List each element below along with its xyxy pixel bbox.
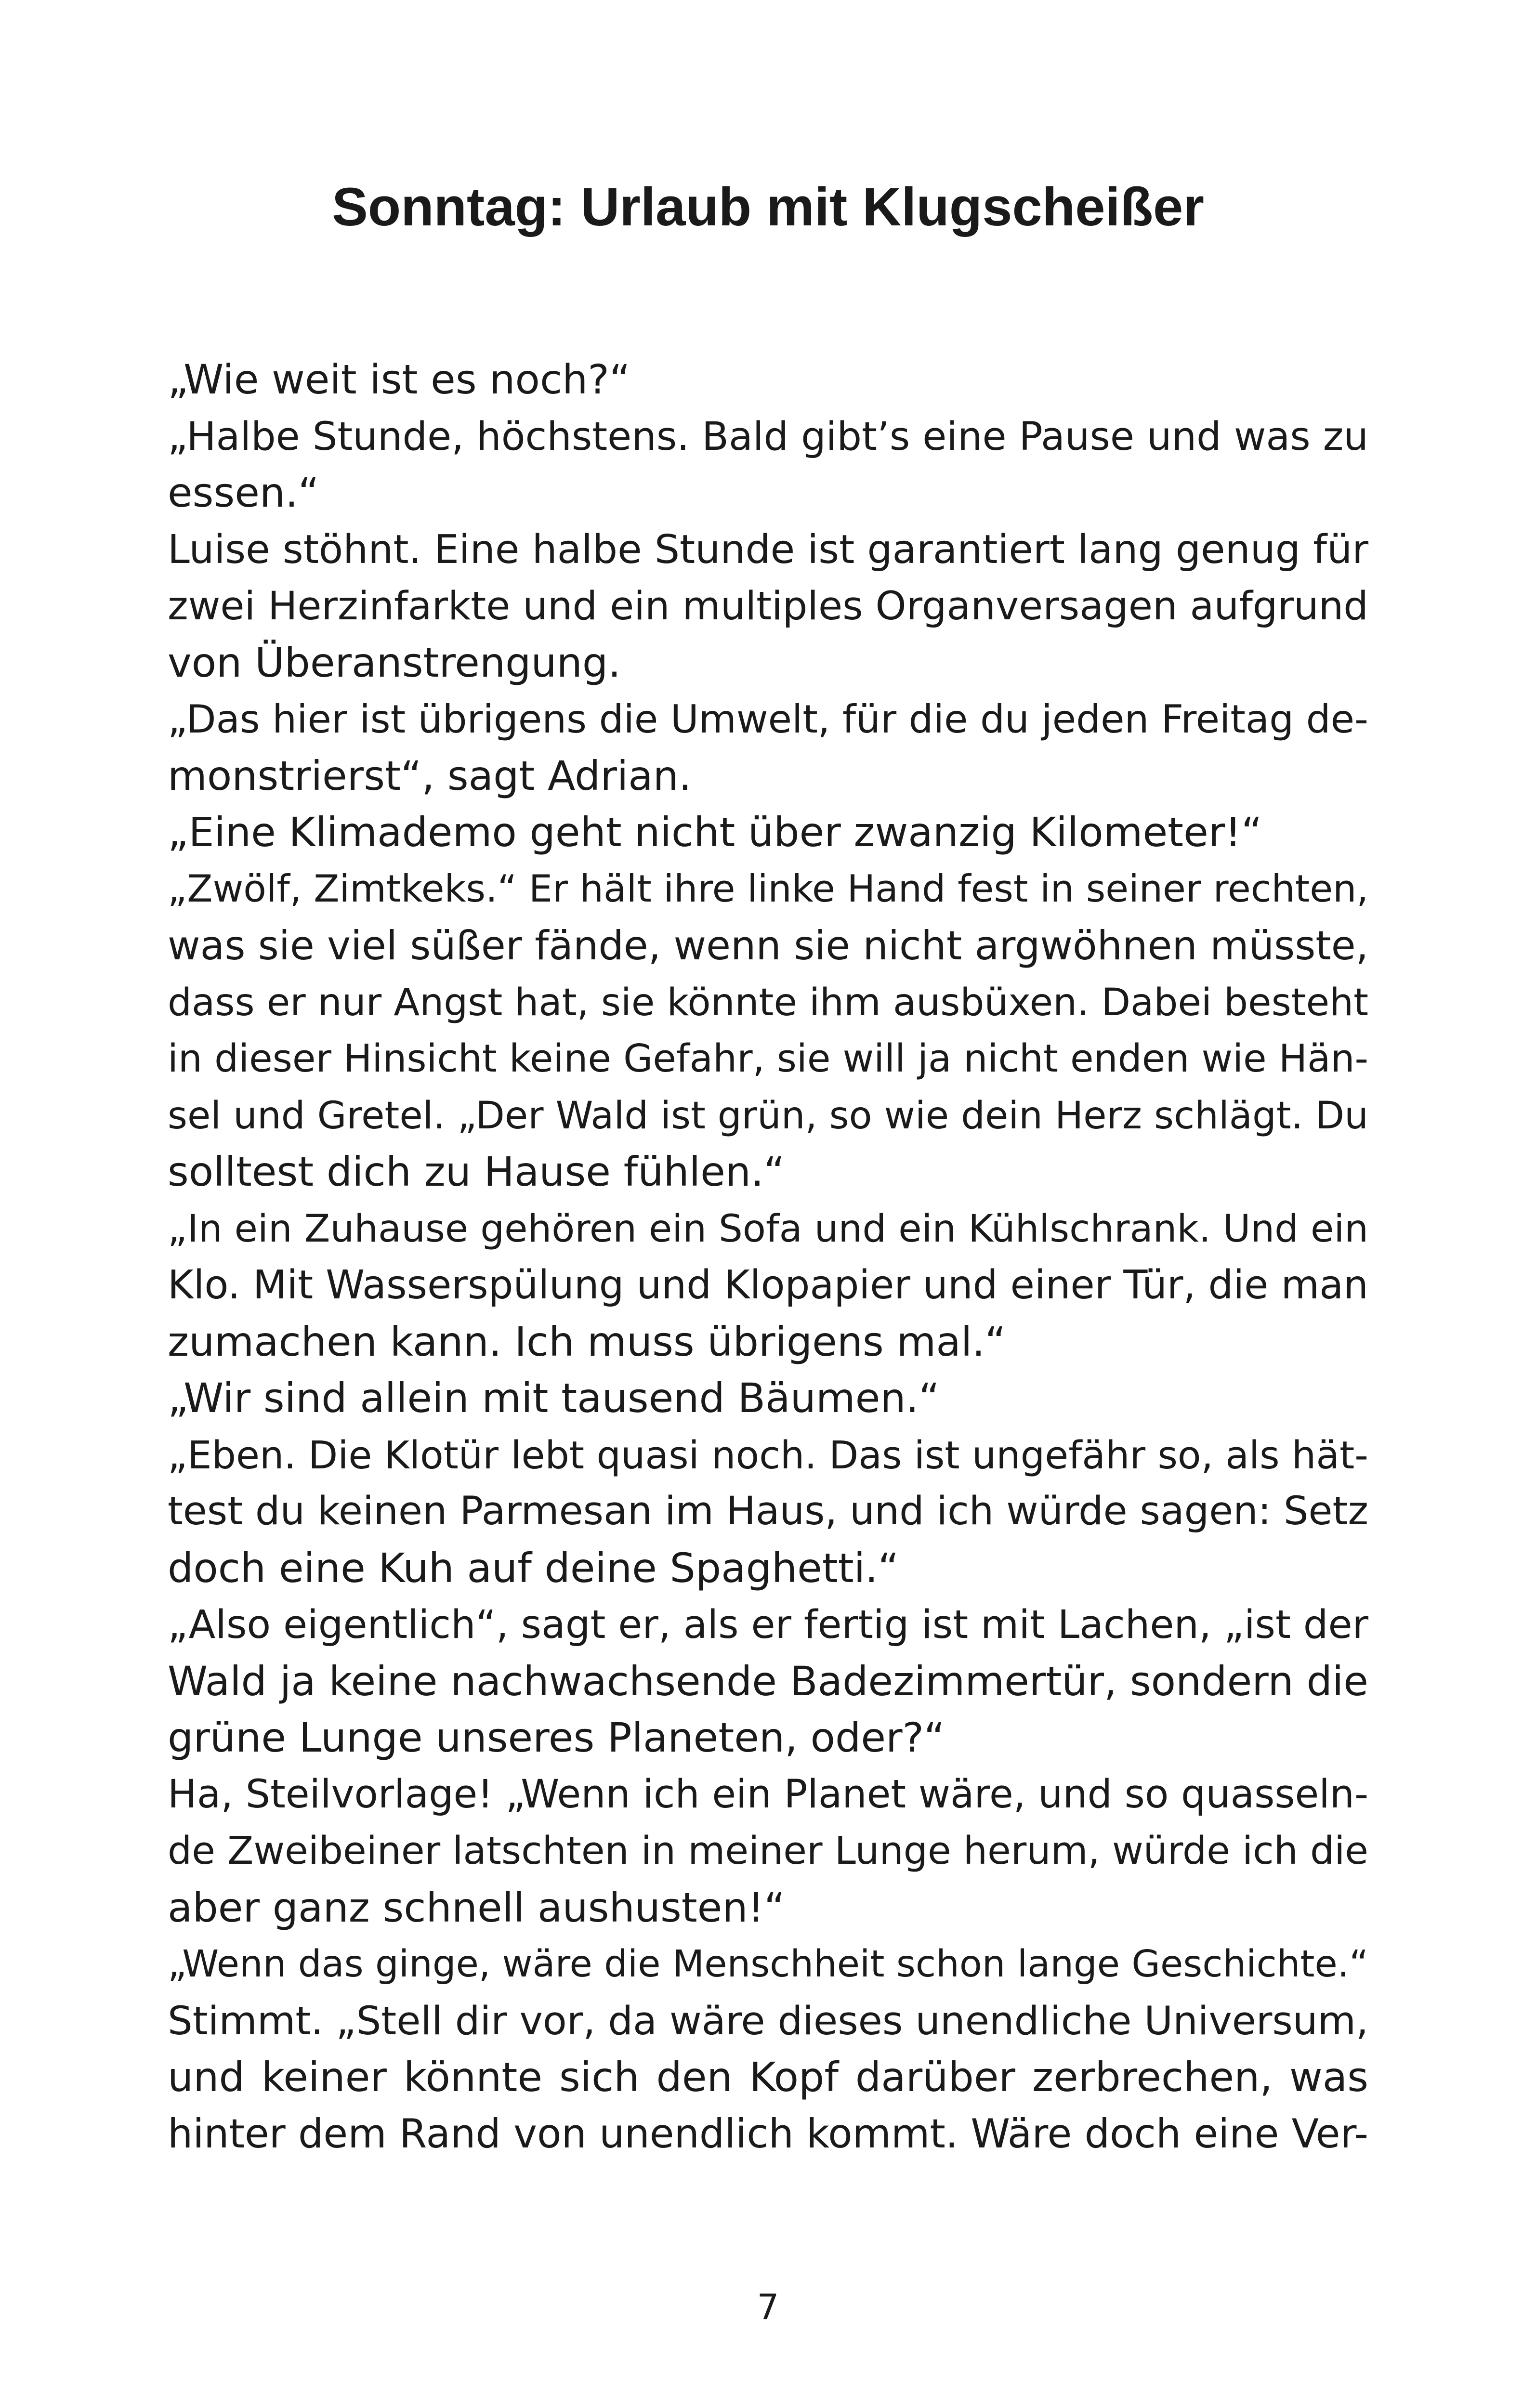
page-number: 7 (757, 2287, 779, 2327)
text-line: „Wir sind allein mit tausend Bäumen.“ (168, 1374, 940, 1422)
text-line: sel und Gretel. „Der Wald ist grün, so wie dein Herz schlägt. Du (168, 1093, 1368, 1138)
text-line: „Halbe Stunde, höchstens. Bald gibt’s eine Pause und was zu (168, 413, 1368, 459)
text-line: Wald ja keine nachwachsende Badezimmertür, sondern die (168, 1657, 1368, 1705)
text-line: hinter dem Rand von unendlich kommt. Wäre doch eine Ver- (168, 2110, 1368, 2157)
text-line: „Wenn das ginge, wäre die Menschheit schon lange Geschichte.“ (168, 1943, 1368, 1986)
text-line: test du keinen Parmesan im Haus, und ich würde sagen: Setz (168, 1489, 1368, 1534)
text-line: „Eben. Die Klotür lebt quasi noch. Das ist ungefähr so, als hät- (168, 1432, 1368, 1478)
text-line: „Zwölf, Zimtkeks.“ Er hält ihre linke Hand fest in seiner rechten, (168, 867, 1369, 911)
text-line: was sie viel süßer fände, wenn sie nicht argwöhnen müsste, (168, 922, 1368, 969)
text-line: essen.“ (168, 469, 319, 516)
text-line: dass er nur Angst hat, sie könnte ihm ausbüxen. Dabei besteht (168, 980, 1368, 1024)
text-line: „Also eigentlich“, sagt er, als er fertig ist mit Lachen, „ist der (168, 1602, 1368, 1648)
text-line: grüne Lunge unseres Planeten, oder?“ (168, 1714, 945, 1761)
text-line: de Zweibeiner latschten in meiner Lunge herum, würde ich die (168, 1829, 1368, 1873)
text-line: und keiner könnte sich den Kopf darüber zerbrechen, was (168, 2054, 1368, 2101)
text-line: aber ganz schnell aushusten!“ (168, 1884, 785, 1931)
text-line: in dieser Hinsicht keine Gefahr, sie will ja nicht enden wie Hän- (168, 1036, 1368, 1081)
text-line: zwei Herzinfarkte und ein multiples Organversagen aufgrund (168, 583, 1368, 629)
text-line: solltest dich zu Hause fühlen.“ (168, 1148, 785, 1195)
text-line: doch eine Kuh auf deine Spaghetti.“ (168, 1544, 899, 1592)
text-line: zumachen kann. Ich muss übrigens mal.“ (168, 1318, 1006, 1365)
text-line: monstrierst“, sagt Adrian. (168, 752, 692, 799)
text-line: „Wie weit ist es noch?“ (168, 356, 630, 403)
body-text (168, 352, 1368, 2162)
text-line: Klo. Mit Wasserspülung und Klopapier und einer Tür, die man (168, 1262, 1368, 1308)
chapter-title: Sonntag: Urlaub mit Klugscheißer (332, 177, 1204, 237)
text-line: „In ein Zuhause gehören ein Sofa und ein Kühlschrank. Und ein (168, 1206, 1368, 1251)
text-line: Luise stöhnt. Eine halbe Stunde ist garantiert lang genug für (168, 526, 1368, 573)
text-line: „Das hier ist übrigens die Umwelt, für die du jeden Freitag de- (168, 696, 1368, 742)
text-line: Stimmt. „Stell dir vor, da wäre dieses unendliche Universum, (168, 1998, 1368, 2044)
text-line: Ha, Steilvorlage! „Wenn ich ein Planet wäre, und so quasseln- (168, 1771, 1369, 1817)
text-line: „Eine Klimademo geht nicht über zwanzig Kilometer!“ (168, 809, 1262, 856)
text-line: von Überanstrengung. (168, 639, 621, 686)
